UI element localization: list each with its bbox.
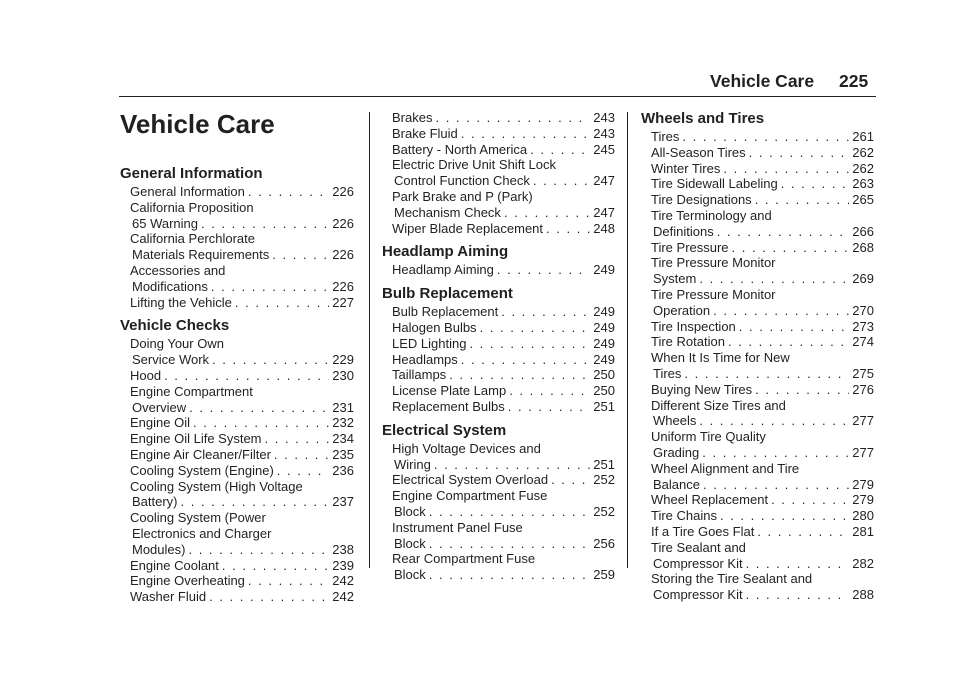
dot-leader bbox=[546, 221, 590, 237]
toc-entry-title: Taillamps bbox=[392, 367, 447, 383]
toc-entry-title: Electrical System Overload bbox=[392, 472, 549, 488]
toc-entry bbox=[641, 445, 874, 461]
toc-entry-line: Storing the Tire Sealant and bbox=[651, 571, 813, 587]
toc-page-number: 226 bbox=[332, 247, 354, 263]
toc-entry-title: Control Function Check bbox=[394, 173, 530, 189]
toc-entry bbox=[382, 142, 615, 158]
toc-entry-title: Engine Coolant bbox=[130, 557, 219, 573]
toc-entry-title: Headlamps bbox=[392, 351, 458, 367]
toc-entry-title: Wheel Replacement bbox=[651, 492, 769, 508]
toc-page-number: 243 bbox=[593, 125, 615, 141]
toc-entry-title: Tire Designations bbox=[651, 192, 752, 208]
toc-page-number: 251 bbox=[593, 456, 615, 472]
toc-entry-title: Winter Tires bbox=[651, 160, 721, 176]
toc-entry bbox=[641, 145, 874, 161]
toc-entry-title: Hood bbox=[130, 368, 162, 383]
toc-page-number: 274 bbox=[852, 334, 874, 350]
toc-entry bbox=[120, 247, 354, 263]
toc-page-number: 268 bbox=[852, 239, 874, 255]
toc-entry-title: Tires bbox=[651, 129, 680, 144]
toc-entry bbox=[641, 556, 874, 572]
toc-page-number: 249 bbox=[593, 351, 615, 367]
toc-entry-line: Different Size Tires and bbox=[651, 397, 786, 413]
toc-entry bbox=[641, 319, 874, 335]
dot-leader bbox=[728, 334, 849, 350]
toc-entry-title: Tire Sidewall Labeling bbox=[651, 176, 778, 192]
dot-leader bbox=[508, 399, 591, 415]
dot-leader bbox=[723, 161, 849, 177]
toc-entry bbox=[120, 295, 354, 311]
toc-page-number: 247 bbox=[593, 173, 615, 189]
dot-leader bbox=[501, 304, 590, 320]
toc-entry-title: Buying New Tires bbox=[651, 381, 753, 397]
toc-entry bbox=[641, 176, 874, 192]
toc-page-number: 237 bbox=[332, 494, 354, 510]
dot-leader bbox=[713, 303, 849, 319]
toc-entry-title: Tire Chains bbox=[651, 508, 717, 524]
dot-leader bbox=[461, 352, 591, 368]
chapter-title: Vehicle Care bbox=[120, 109, 275, 139]
dot-leader bbox=[235, 295, 329, 311]
dot-leader bbox=[551, 472, 590, 488]
dot-leader bbox=[211, 279, 329, 295]
toc-page-number: 231 bbox=[332, 399, 354, 415]
toc-page-number: 262 bbox=[852, 160, 874, 176]
toc-entry-line: California Proposition bbox=[130, 199, 254, 215]
toc-entry-title: Brakes bbox=[392, 110, 433, 125]
dot-leader bbox=[209, 589, 329, 605]
section-heading-vehicle-checks: Vehicle Checks bbox=[120, 317, 230, 335]
toc-entry-title: Wiring bbox=[394, 456, 431, 472]
toc-entry-title: System bbox=[653, 271, 697, 287]
toc-entry bbox=[641, 334, 874, 350]
toc-page-number: 273 bbox=[852, 318, 874, 334]
toc-entry-title: Lifting the Vehicle bbox=[130, 294, 232, 310]
toc-entry-line: Instrument Panel Fuse bbox=[392, 519, 523, 535]
toc-entry-line: Cooling System (High Voltage bbox=[130, 478, 303, 494]
column-divider bbox=[627, 112, 628, 568]
toc-entry-line: Engine Compartment bbox=[130, 383, 253, 399]
dot-leader bbox=[755, 192, 850, 208]
toc-page-number: 282 bbox=[852, 555, 874, 571]
toc-entry-line: Tire Terminology and bbox=[651, 208, 772, 223]
dot-leader bbox=[530, 142, 590, 158]
toc-entry-title: General Information bbox=[130, 184, 245, 199]
dot-leader bbox=[755, 382, 849, 398]
toc-entry bbox=[382, 457, 615, 473]
toc-page-number: 230 bbox=[332, 368, 354, 383]
toc-page-number: 242 bbox=[332, 573, 354, 589]
dot-leader bbox=[682, 129, 849, 145]
toc-page-number: 275 bbox=[852, 366, 874, 381]
toc-entry bbox=[641, 129, 874, 145]
toc-page-number: 277 bbox=[852, 413, 874, 429]
dot-leader bbox=[248, 573, 329, 589]
toc-entry-title: Compressor Kit bbox=[653, 555, 743, 571]
dot-leader bbox=[699, 413, 849, 429]
toc-entry-title: Definitions bbox=[653, 223, 714, 239]
toc-entry bbox=[641, 492, 874, 508]
toc-entry bbox=[120, 279, 354, 295]
toc-page-number: 249 bbox=[593, 320, 615, 335]
toc-entry bbox=[120, 542, 354, 558]
toc-entry bbox=[641, 161, 874, 177]
toc-page-number: 242 bbox=[332, 589, 354, 605]
dot-leader bbox=[720, 508, 849, 524]
toc-entry bbox=[120, 589, 354, 605]
toc-page-number: 288 bbox=[852, 587, 874, 603]
toc-entry-line: Uniform Tire Quality bbox=[651, 429, 766, 445]
toc-entry-title: Balance bbox=[653, 476, 700, 492]
toc-page-number: 249 bbox=[593, 262, 615, 278]
toc-entry-title: Battery) bbox=[132, 494, 178, 510]
toc-entry bbox=[382, 304, 615, 320]
toc-entry-title: If a Tire Goes Flat bbox=[651, 524, 755, 539]
toc-entry bbox=[382, 110, 615, 126]
dot-leader bbox=[480, 320, 591, 336]
toc-entry bbox=[641, 271, 874, 287]
section-heading-electrical-system: Electrical System bbox=[382, 421, 507, 439]
toc-page-number: 277 bbox=[852, 445, 874, 460]
dot-leader bbox=[717, 224, 850, 240]
toc-entry-title: Wiper Blade Replacement bbox=[392, 220, 544, 236]
toc-entry-line: Doing Your Own bbox=[130, 336, 224, 352]
toc-entry-title: Cooling System (Engine) bbox=[130, 462, 274, 478]
toc-entry bbox=[382, 536, 615, 552]
toc-entry-line: Electric Drive Unit Shift Lock bbox=[392, 157, 556, 173]
toc-entry bbox=[382, 367, 615, 383]
running-header-title: Vehicle Care bbox=[710, 71, 815, 91]
toc-entry-title: Overview bbox=[132, 399, 187, 415]
toc-entry bbox=[641, 303, 874, 319]
toc-entry-title: Block bbox=[394, 567, 426, 583]
toc-page-number: 229 bbox=[332, 352, 354, 368]
toc-entry bbox=[382, 567, 615, 583]
toc-page-number: 247 bbox=[593, 204, 615, 220]
toc-entry bbox=[382, 320, 615, 336]
dot-leader bbox=[265, 431, 330, 447]
toc-page-number: 238 bbox=[332, 541, 354, 557]
toc-entry-title: Modifications bbox=[132, 278, 208, 294]
toc-page-number: 232 bbox=[332, 415, 354, 431]
toc-page-number: 256 bbox=[593, 535, 615, 551]
toc-entry-title: Modules) bbox=[132, 541, 186, 557]
toc-entry bbox=[641, 413, 874, 429]
toc-entry-line: When It Is Time for New bbox=[651, 350, 790, 366]
dot-leader bbox=[684, 366, 849, 382]
toc-entry bbox=[382, 336, 615, 352]
dot-leader bbox=[272, 247, 329, 263]
page-number: 225 bbox=[839, 71, 869, 91]
dot-leader bbox=[699, 271, 849, 287]
toc-entry bbox=[120, 558, 354, 574]
toc-page-number: 236 bbox=[332, 462, 354, 478]
dot-leader bbox=[449, 367, 590, 383]
dot-leader bbox=[201, 216, 329, 232]
toc-entry-line: Tire Pressure Monitor bbox=[651, 287, 776, 302]
toc-entry bbox=[382, 205, 615, 221]
toc-entry-title: Tire Inspection bbox=[651, 318, 736, 334]
toc-entry-line: Rear Compartment Fuse bbox=[392, 551, 536, 567]
dot-leader bbox=[757, 524, 849, 540]
toc-entry-line: Park Brake and P (Park) bbox=[392, 189, 533, 204]
dot-leader bbox=[193, 415, 329, 431]
toc-entry-title: Grading bbox=[653, 445, 700, 460]
toc-page-number: 270 bbox=[852, 302, 874, 318]
dot-leader bbox=[189, 400, 329, 416]
dot-leader bbox=[429, 504, 591, 520]
toc-page-number: 243 bbox=[593, 110, 615, 125]
toc-entry bbox=[120, 415, 354, 431]
toc-page-number: 239 bbox=[332, 557, 354, 573]
toc-entry bbox=[641, 224, 874, 240]
toc-page-number: 263 bbox=[852, 176, 874, 192]
toc-entry-title: Washer Fluid bbox=[130, 589, 207, 605]
toc-entry-line: Accessories and bbox=[130, 263, 226, 278]
toc-entry-title: Service Work bbox=[132, 352, 210, 368]
toc-entry bbox=[382, 504, 615, 520]
toc-entry bbox=[120, 368, 354, 384]
dot-leader bbox=[771, 492, 849, 508]
toc-entry-title: Materials Requirements bbox=[132, 247, 270, 263]
toc-entry bbox=[120, 431, 354, 447]
toc-entry bbox=[120, 447, 354, 463]
toc-entry-line: Electronics and Charger bbox=[132, 526, 272, 541]
toc-page-number: 227 bbox=[332, 294, 354, 310]
toc-page-number: 235 bbox=[332, 447, 354, 462]
toc-page-number: 226 bbox=[332, 215, 354, 231]
section-heading-bulb-replacement: Bulb Replacement bbox=[382, 285, 513, 303]
dot-leader bbox=[702, 445, 849, 461]
toc-entry-title: Replacement Bulbs bbox=[392, 399, 505, 414]
dot-leader bbox=[435, 110, 590, 126]
toc-page-number: 250 bbox=[593, 383, 615, 399]
dot-leader bbox=[429, 567, 591, 583]
toc-entry-line: High Voltage Devices and bbox=[392, 440, 541, 456]
toc-entry bbox=[120, 216, 354, 232]
toc-page-number: 262 bbox=[852, 144, 874, 160]
toc-entry-title: Engine Overheating bbox=[130, 573, 245, 589]
toc-entry-title: Brake Fluid bbox=[392, 125, 458, 141]
toc-page-number: 226 bbox=[332, 278, 354, 294]
toc-entry-title: Compressor Kit bbox=[653, 587, 743, 603]
toc-page-number: 234 bbox=[332, 431, 354, 447]
toc-entry bbox=[120, 573, 354, 589]
toc-entry bbox=[641, 587, 874, 603]
toc-entry-line: Engine Compartment Fuse bbox=[392, 488, 548, 504]
toc-entry-title: License Plate Lamp bbox=[392, 383, 507, 399]
toc-page-number: 252 bbox=[593, 504, 615, 519]
toc-page-number: 245 bbox=[593, 141, 615, 157]
toc-entry bbox=[382, 221, 615, 237]
toc-entry bbox=[641, 477, 874, 493]
toc-entry-title: Engine Oil bbox=[130, 415, 190, 431]
toc-entry bbox=[120, 400, 354, 416]
toc-page-number: 249 bbox=[593, 304, 615, 320]
toc-entry bbox=[382, 399, 615, 415]
toc-page-number: 250 bbox=[593, 367, 615, 383]
toc-entry bbox=[382, 262, 615, 278]
dot-leader bbox=[703, 477, 849, 493]
header-rule bbox=[119, 96, 876, 97]
dot-leader bbox=[277, 463, 330, 479]
toc-entry-title: Block bbox=[394, 504, 426, 519]
toc-page-number: 251 bbox=[593, 399, 615, 414]
toc-entry bbox=[382, 352, 615, 368]
toc-page-number: 279 bbox=[852, 476, 874, 492]
toc-entry bbox=[382, 173, 615, 189]
toc-entry bbox=[641, 240, 874, 256]
toc-page-number: 248 bbox=[593, 220, 615, 236]
dot-leader bbox=[181, 494, 330, 510]
dot-leader bbox=[461, 126, 591, 142]
dot-leader bbox=[749, 145, 850, 161]
toc-entry-title: Tire Rotation bbox=[651, 334, 725, 350]
section-heading-headlamp-aiming: Headlamp Aiming bbox=[382, 243, 509, 261]
toc-entry-title: Tires bbox=[653, 366, 682, 381]
dot-leader bbox=[746, 556, 850, 572]
toc-page-number: 261 bbox=[852, 129, 874, 144]
toc-entry bbox=[641, 192, 874, 208]
toc-entry-title: Wheels bbox=[653, 413, 697, 429]
toc-entry-title: Operation bbox=[653, 302, 711, 318]
toc-entry-title: Engine Oil Life System bbox=[130, 431, 262, 447]
toc-entry-line: Wheel Alignment and Tire bbox=[651, 460, 800, 476]
toc-entry-title: 65 Warning bbox=[132, 215, 198, 231]
dot-leader bbox=[274, 447, 329, 463]
toc-entry bbox=[641, 508, 874, 524]
toc-entry-line: Cooling System (Power bbox=[130, 510, 266, 526]
dot-leader bbox=[222, 558, 329, 574]
dot-leader bbox=[509, 383, 590, 399]
toc-entry-title: Engine Air Cleaner/Filter bbox=[130, 447, 271, 462]
toc-page-number: 279 bbox=[852, 492, 874, 508]
dot-leader bbox=[739, 319, 850, 335]
dot-leader bbox=[746, 587, 850, 603]
toc-entry-title: LED Lighting bbox=[392, 335, 467, 351]
toc-entry-line: Tire Sealant and bbox=[651, 539, 746, 555]
dot-leader bbox=[497, 262, 590, 278]
toc-page-number: 249 bbox=[593, 335, 615, 351]
toc-entry bbox=[120, 494, 354, 510]
toc-entry-title: Headlamp Aiming bbox=[392, 262, 494, 278]
toc-entry bbox=[382, 126, 615, 142]
toc-page-number: 276 bbox=[852, 381, 874, 397]
dot-leader bbox=[188, 542, 329, 558]
toc-entry bbox=[120, 352, 354, 368]
toc-entry-title: Mechanism Check bbox=[394, 204, 501, 220]
toc-entry bbox=[120, 184, 354, 200]
toc-entry bbox=[641, 382, 874, 398]
toc-entry bbox=[120, 463, 354, 479]
dot-leader bbox=[533, 173, 590, 189]
dot-leader bbox=[732, 240, 850, 256]
toc-entry-title: Bulb Replacement bbox=[392, 304, 499, 320]
toc-entry-line: California Perchlorate bbox=[130, 231, 256, 247]
dot-leader bbox=[212, 352, 329, 368]
toc-page-number: 265 bbox=[852, 192, 874, 208]
dot-leader bbox=[504, 205, 590, 221]
toc-entry bbox=[641, 366, 874, 382]
section-heading-general-information: General Information bbox=[120, 165, 263, 182]
dot-leader bbox=[164, 368, 329, 384]
toc-page-number: 281 bbox=[852, 524, 874, 539]
dot-leader bbox=[781, 176, 850, 192]
dot-leader bbox=[429, 536, 591, 552]
toc-entry-title: Battery - North America bbox=[392, 141, 528, 157]
toc-page-number: 266 bbox=[852, 223, 874, 239]
toc-entry-title: All-Season Tires bbox=[651, 144, 746, 160]
column-divider bbox=[369, 112, 370, 568]
toc-entry bbox=[382, 383, 615, 399]
toc-entry bbox=[641, 524, 874, 540]
dot-leader bbox=[469, 336, 590, 352]
toc-page-number: 280 bbox=[852, 508, 874, 524]
dot-leader bbox=[248, 184, 329, 200]
toc-entry-title: Halogen Bulbs bbox=[392, 320, 477, 335]
dot-leader bbox=[434, 457, 590, 473]
toc-page-number: 252 bbox=[593, 472, 615, 488]
section-heading-wheels-and-tires: Wheels and Tires bbox=[641, 110, 765, 127]
toc-entry-title: Block bbox=[394, 535, 426, 551]
toc-entry-title: Tire Pressure bbox=[651, 239, 729, 255]
toc-page-number: 269 bbox=[852, 271, 874, 287]
toc-page-number: 259 bbox=[593, 567, 615, 583]
toc-entry bbox=[382, 472, 615, 488]
toc-entry-line: Tire Pressure Monitor bbox=[651, 255, 776, 271]
toc-page-number: 226 bbox=[332, 184, 354, 199]
